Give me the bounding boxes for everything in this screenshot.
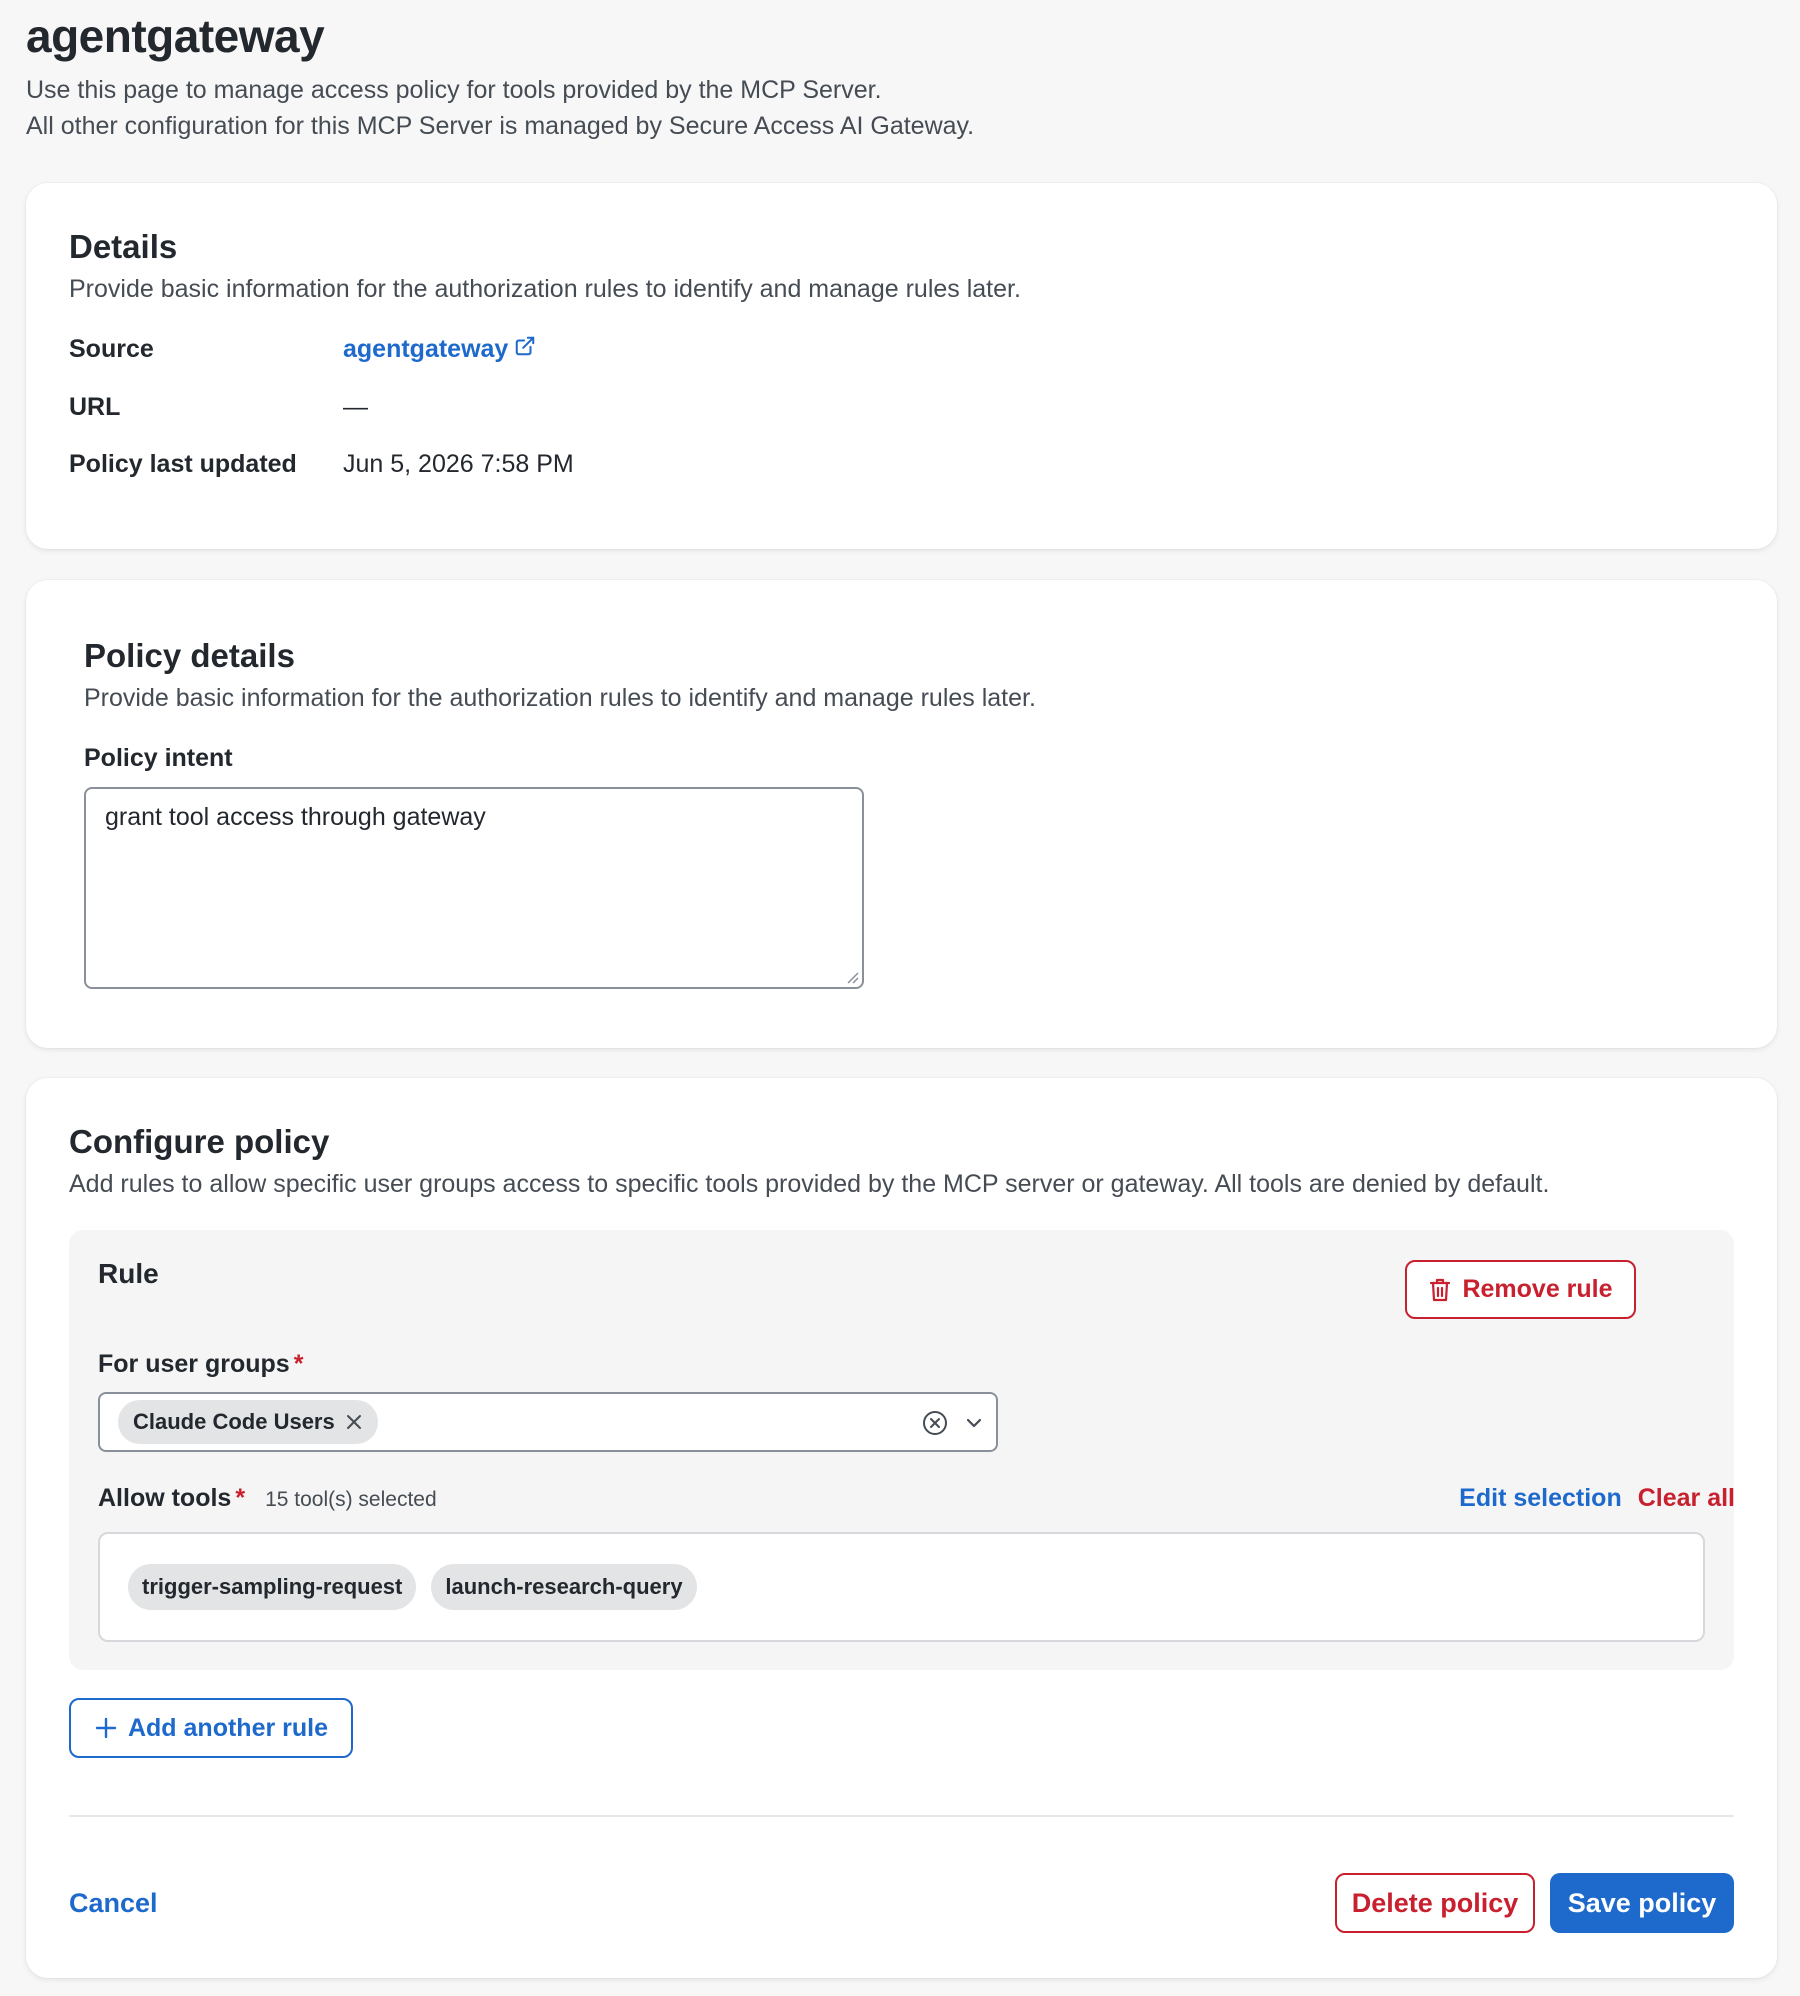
source-link[interactable] bbox=[343, 335, 536, 364]
details-card bbox=[26, 183, 1777, 549]
configure-policy-description: Add rules to allow specific user groups access to specific tools provided by the MCP server or gateway. All tools are denied by default. bbox=[69, 1170, 1550, 1198]
footer-divider bbox=[69, 1815, 1734, 1817]
page-subtitle-line-2: All other configuration for this MCP Server is managed by Secure Access AI Gateway. bbox=[26, 112, 975, 140]
delete-policy-button[interactable]: Delete policy bbox=[1335, 1873, 1535, 1933]
tool-chip: trigger-sampling-request bbox=[128, 1564, 416, 1610]
trash-icon bbox=[1428, 1277, 1452, 1303]
policy-details-description: Provide basic information for the authorization rules to identify and manage rules later. bbox=[84, 684, 1036, 712]
policy-details-card bbox=[26, 580, 1777, 1048]
remove-rule-button[interactable] bbox=[1405, 1260, 1636, 1319]
close-icon[interactable] bbox=[345, 1413, 363, 1431]
details-title: Details bbox=[69, 228, 178, 265]
allow-tools-row bbox=[98, 1484, 1735, 1513]
selected-tools-box bbox=[98, 1532, 1705, 1642]
page-subtitle-line-1: Use this page to manage access policy for tools provided by the MCP Server. bbox=[26, 76, 882, 104]
allow-tools-label bbox=[98, 1484, 245, 1513]
policy-intent-textarea[interactable] bbox=[84, 787, 864, 989]
chevron-down-icon[interactable] bbox=[964, 1413, 984, 1433]
tools-selected-count: 15 tool(s) selected bbox=[265, 1488, 437, 1511]
required-mark: * bbox=[293, 1350, 304, 1378]
page-header bbox=[26, 8, 974, 144]
allow-tools-label-text: Allow tools bbox=[98, 1484, 232, 1512]
policy-details-title: Policy details bbox=[84, 637, 295, 674]
details-description: Provide basic information for the authorization rules to identify and manage rules later. bbox=[69, 275, 1021, 303]
policy-updated-value: Jun 5, 2026 7:58 PM bbox=[343, 450, 574, 478]
clear-all-link[interactable]: Clear all bbox=[1637, 1484, 1735, 1512]
user-groups-label-text: For user groups bbox=[98, 1350, 290, 1378]
tool-chip: launch-research-query bbox=[431, 1564, 696, 1610]
policy-intent-value: grant tool access through gateway bbox=[105, 803, 486, 831]
edit-selection-link[interactable]: Edit selection bbox=[1459, 1484, 1622, 1512]
add-another-rule-button[interactable] bbox=[69, 1698, 353, 1758]
url-label: URL bbox=[69, 393, 121, 421]
url-value: — bbox=[343, 393, 368, 421]
page-title: agentgateway bbox=[26, 10, 325, 62]
external-link-icon bbox=[514, 335, 536, 357]
select-icons bbox=[922, 1410, 984, 1436]
policy-intent-label: Policy intent bbox=[84, 744, 233, 772]
configure-policy-title: Configure policy bbox=[69, 1123, 330, 1160]
save-policy-button[interactable]: Save policy bbox=[1550, 1873, 1734, 1933]
details-header bbox=[69, 226, 1021, 306]
rule-title: Rule bbox=[98, 1258, 159, 1289]
remove-rule-label: Remove rule bbox=[1462, 1275, 1613, 1303]
page-subtitle bbox=[26, 72, 974, 144]
configure-policy-header bbox=[69, 1121, 1549, 1201]
plus-icon bbox=[94, 1716, 118, 1740]
resize-grip-icon[interactable] bbox=[845, 970, 859, 984]
user-groups-select[interactable] bbox=[98, 1392, 998, 1452]
source-label: Source bbox=[69, 335, 154, 363]
add-another-rule-label: Add another rule bbox=[127, 1713, 328, 1742]
clear-circle-icon[interactable] bbox=[922, 1410, 948, 1436]
tools-actions bbox=[1459, 1484, 1735, 1513]
required-mark: * bbox=[235, 1484, 246, 1512]
user-group-chip bbox=[118, 1400, 378, 1444]
user-groups-label bbox=[98, 1350, 303, 1379]
policy-details-header bbox=[84, 635, 1036, 715]
user-group-chip-label: Claude Code Users bbox=[133, 1409, 335, 1434]
source-link-text: agentgateway bbox=[343, 335, 509, 363]
source-value bbox=[343, 335, 536, 364]
configure-policy-card bbox=[26, 1078, 1777, 1978]
policy-updated-label: Policy last updated bbox=[69, 450, 297, 478]
rule-panel bbox=[69, 1230, 1734, 1670]
cancel-button[interactable]: Cancel bbox=[69, 1888, 158, 1918]
